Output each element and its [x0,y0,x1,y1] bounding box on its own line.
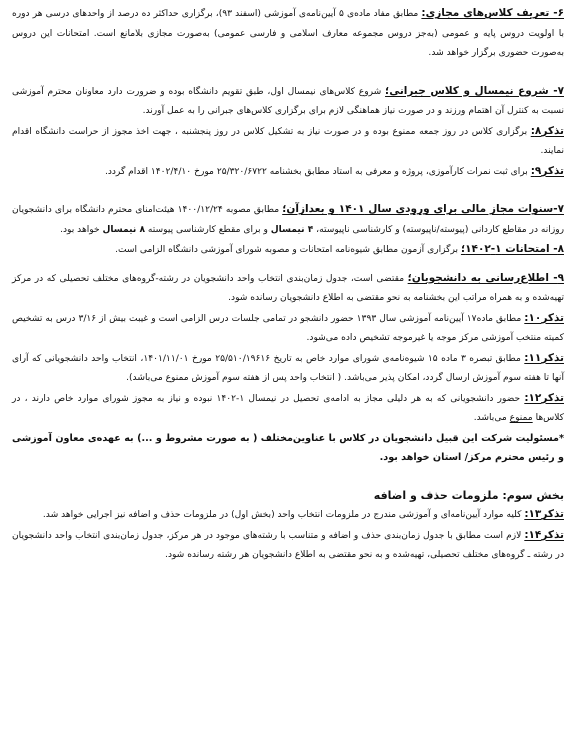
note-9-heading: تذکر۹: [530,164,564,177]
note-10 [12,309,564,349]
note-14-heading: تذکر۱۴: [524,528,564,541]
note-9-text: برای ثبت نمرات کارآموزی، پروژه و معرفی به استاد مطابق بخشنامه ۲۵/۳۲۰/۶۷۲۲ مورخ ۱۴۰۲/۴/۱۰ اقدام گردد. [104,166,531,177]
note-11-heading: تذکر۱۱: [524,351,564,364]
section-6-heading: ۶- تعریف کلاس‌های مجازی: [421,7,564,19]
note-12-text-2: می‌باشد. [473,413,510,423]
note-9 [12,162,564,183]
section-7b-text-2: و برای مقطع کارشناسی پیوسته [145,224,271,235]
note-13-heading: تذکر۱۳: [524,508,564,520]
section-6-text: مطابق مفاد ماده‌ی ۵ آیین‌نامه‌ی آموزشی (اسفند ۹۳)، برگزاری حداکثر ده درصد از واحدهای درسی هر دوره با اولویت دروس پایه و عمومی (به‌جز دروس مجموعه معارف اسلامی و فارسی عمومی) به‌صورت مجازی بلامانع است. امتحانات این دروس به‌صورت حضوری برگزار خواهد شد. [12,9,564,58]
note-11-text: مطابق تبصره ۳ ماده ۱۵ شیوه‌نامه‌ی شورای موارد خاص به تاریخ ۲۵/۵۱۰/۱۹۶۱۶ مورخ ۱۴۰۱/۱۱/۰۱، انتخاب واحد دانشجویانی که آرای آنها تا هفته سوم آموزش ارسال گردد، امکان پذیر می‌باشد. ( انتخاب واحد پس از هفته سوم آموزش ممنوع می‌باشد). [12,353,564,383]
note-8-heading: تذکر۸: [530,124,564,137]
note-12-underlined-word: ممنوع [509,413,533,423]
section-9-notification [12,269,564,309]
section-7b-bold-1: ۴ نیمسال [270,224,314,235]
note-8 [12,122,564,162]
section-9-heading: ۹- اطلاع‌رسانی به دانشجویان؛ [407,271,565,284]
section-9-text: مقتضی است، جدول زمان‌بندی انتخاب واحد دانشجویان در رشته-گروه‌های مختلف تحصیلی که در مرکز تهیه‌شده و به همراه مراتب این بخشنامه به نحو مقتضی به اطلاع دانشجویان رسانده شود. [12,273,564,303]
section-6-virtual-classes [12,4,564,64]
section-7b-financial-years [12,200,564,240]
section-8-exams [12,240,564,261]
note-8-text: برگزاری کلاس در روز جمعه ممنوع بوده و در صورت نیاز به تشکیل کلاس در روز پنجشنبه ، جهت اخذ مجوز از حراست دانشگاه اقدام نمایند. [12,126,564,156]
section-3-title: بخش سوم: ملزومات حذف و اضافه [373,488,564,502]
note-12-text-1: حضور دانشجویانی که به هر دلیلی مجاز به ادامه‌ی تحصیل در نیمسال ۱-۱۴۰۲ نبوده و نیاز به مجوز شورای موارد خاص دارند ، در کلاس‌ها [12,393,564,423]
section-8-text: برگزاری آزمون مطابق شیوه‌نامه امتحانات و مصوبه شورای آموزشی دانشگاه الزامی است. [115,245,461,255]
responsibility-note: *مسئولیت شرکت این قبیل دانشجویان در کلاس با عناوین‌مختلف ( به صورت مشروط و ...) به عهده‌ی معاون آموزشی و رئیس محترم مرکز/ استان خواهد بود. [12,432,564,463]
note-12 [12,389,564,429]
note-14-text: لازم است مطابق با جدول زمان‌بندی حذف و اضافه و متناسب با رشته‌های موجود در هر مرکز، جدول زمان‌بندی انتخاب واحد دانشجویان در رشته ـ گروه‌های مختلف تحصیلی، تهیه‌شده و به نحو مقتضی به اطلاع دانشجویان هر رشته رسانده شود. [12,530,564,560]
note-14 [12,526,564,566]
note-11 [12,349,564,389]
section-7-heading: ۷- شروع نیمسال و کلاس جبرانی؛ [385,84,564,97]
note-13-text: کلیه موارد آیین‌نامه‌ای و آموزشی مندرج در ملزومات انتخاب واحد (بخش اول) در ملزومات حذف و اضافه نیز اجرایی خواهد شد. [42,510,525,520]
section-8-heading: ۸- امتحانات ۱-۱۴۰۲؛ [460,243,564,255]
note-12-heading: تذکر۱۲: [524,391,564,404]
section-7b-text-3: خواهد بود. [60,224,103,235]
section-7b-bold-2: ۸ نیمسال [102,224,145,235]
section-7-semester-start [12,82,564,122]
section-7b-text-1: مطابق مصوبه ۱۴۰۰/۱۲/۲۴ هیئت‌امنای محترم دانشگاه برای دانشجویان روزانه در مقاطع کاردانی (پیوسته/ناپیوسته) و کارشناسی ناپیوسته، [12,205,564,235]
note-10-text: مطابق ماده۱۷ آیین‌نامه آموزشی سال ۱۳۹۳ حضور دانشجو در تمامی جلسات درس الزامی است و غیبت بیش از ۳/۱۶ درس به تشخیص کمیته منتخب آموزشی مرکز موجه یا غیرموجه تشخیص داده می‌شود. [12,313,564,343]
note-13 [12,505,564,526]
section-7-text: شروع کلاس‌های نیمسال اول، طبق تقویم دانشگاه بوده و ضرورت دارد معاونان محترم آموزشی نسبت به کنترل آن اهتمام ورزند و در صورت نیاز هماهنگی لازم برای برگزاری کلاس‌های جبرانی را به عمل آورند. [12,86,564,116]
note-10-heading: تذکر۱۰: [524,311,564,324]
section-7b-heading: ۷-سنوات مجاز مالی برای ورودی سال ۱۴۰۱ و بعدازآن؛ [282,203,564,215]
